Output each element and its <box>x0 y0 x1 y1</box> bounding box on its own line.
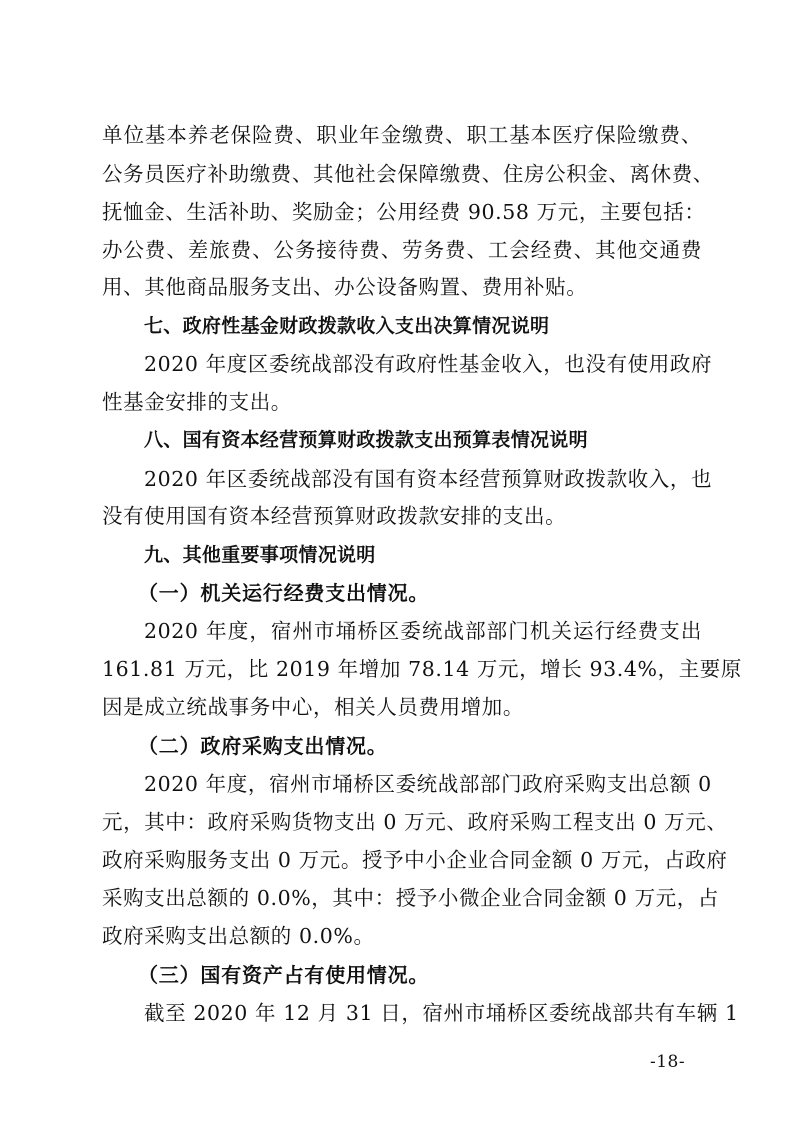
body-line: 2020 年区委统战部没有国有资本经营预算财政拨款收入，也 <box>144 467 713 491</box>
subsection-heading-1: （一）机关运行经费支出情况。 <box>138 581 430 605</box>
page-number: -18- <box>650 1052 686 1072</box>
body-line: 抚恤金、生活补助、奖励金；公用经费 90.58 万元，主要包括： <box>102 200 706 224</box>
body-line: 2020 年度区委统战部没有政府性基金收入，也没有使用政府 <box>144 352 713 376</box>
body-line: 公务员医疗补助缴费、其他社会保障缴费、住房公积金、离休费、 <box>102 162 714 186</box>
body-line: 办公费、差旅费、公务接待费、劳务费、工会经费、其他交通费 <box>102 238 702 262</box>
section-heading-9: 九、其他重要事项情况说明 <box>144 544 376 566</box>
body-line: 性基金安排的支出。 <box>102 390 292 414</box>
section-heading-7: 七、政府性基金财政拨款收入支出决算情况说明 <box>144 315 550 337</box>
body-line: 单位基本养老保险费、职业年金缴费、职工基本医疗保险缴费、 <box>102 123 702 147</box>
body-line: 2020 年度，宿州市埇桥区委统战部部门政府采购支出总额 0 <box>144 772 712 796</box>
body-line: 161.81 万元，比 2019 年增加 78.14 万元，增长 93.4%，主要原 <box>102 657 743 681</box>
body-line: 元，其中：政府采购货物支出 0 万元、政府采购工程支出 0 万元、 <box>102 810 728 834</box>
subsection-heading-2: （二）政府采购支出情况。 <box>138 734 388 758</box>
body-line: 截至 2020 年 12 月 31 日，宿州市埇桥区委统战部共有车辆 1 <box>144 1001 739 1025</box>
body-line: 没有使用国有资本经营预算财政拨款安排的支出。 <box>102 504 567 528</box>
body-line: 政府采购支出总额的 0.0%。 <box>102 924 375 948</box>
subsection-heading-3: （三）国有资产占有使用情况。 <box>138 963 430 987</box>
body-line: 采购支出总额的 0.0%，其中：授予小微企业合同金额 0 万元，占 <box>102 886 719 910</box>
body-line: 政府采购服务支出 0 万元。授予中小企业合同金额 0 万元，占政府 <box>102 848 728 872</box>
section-heading-8: 八、国有资本经营预算财政拨款支出预算表情况说明 <box>144 429 588 451</box>
body-line: 用、其他商品服务支出、办公设备购置、费用补贴。 <box>102 275 588 299</box>
body-line: 2020 年度，宿州市埇桥区委统战部部门机关运行经费支出 <box>144 619 702 643</box>
body-line: 因是成立统战事务中心，相关人员费用增加。 <box>102 695 524 719</box>
